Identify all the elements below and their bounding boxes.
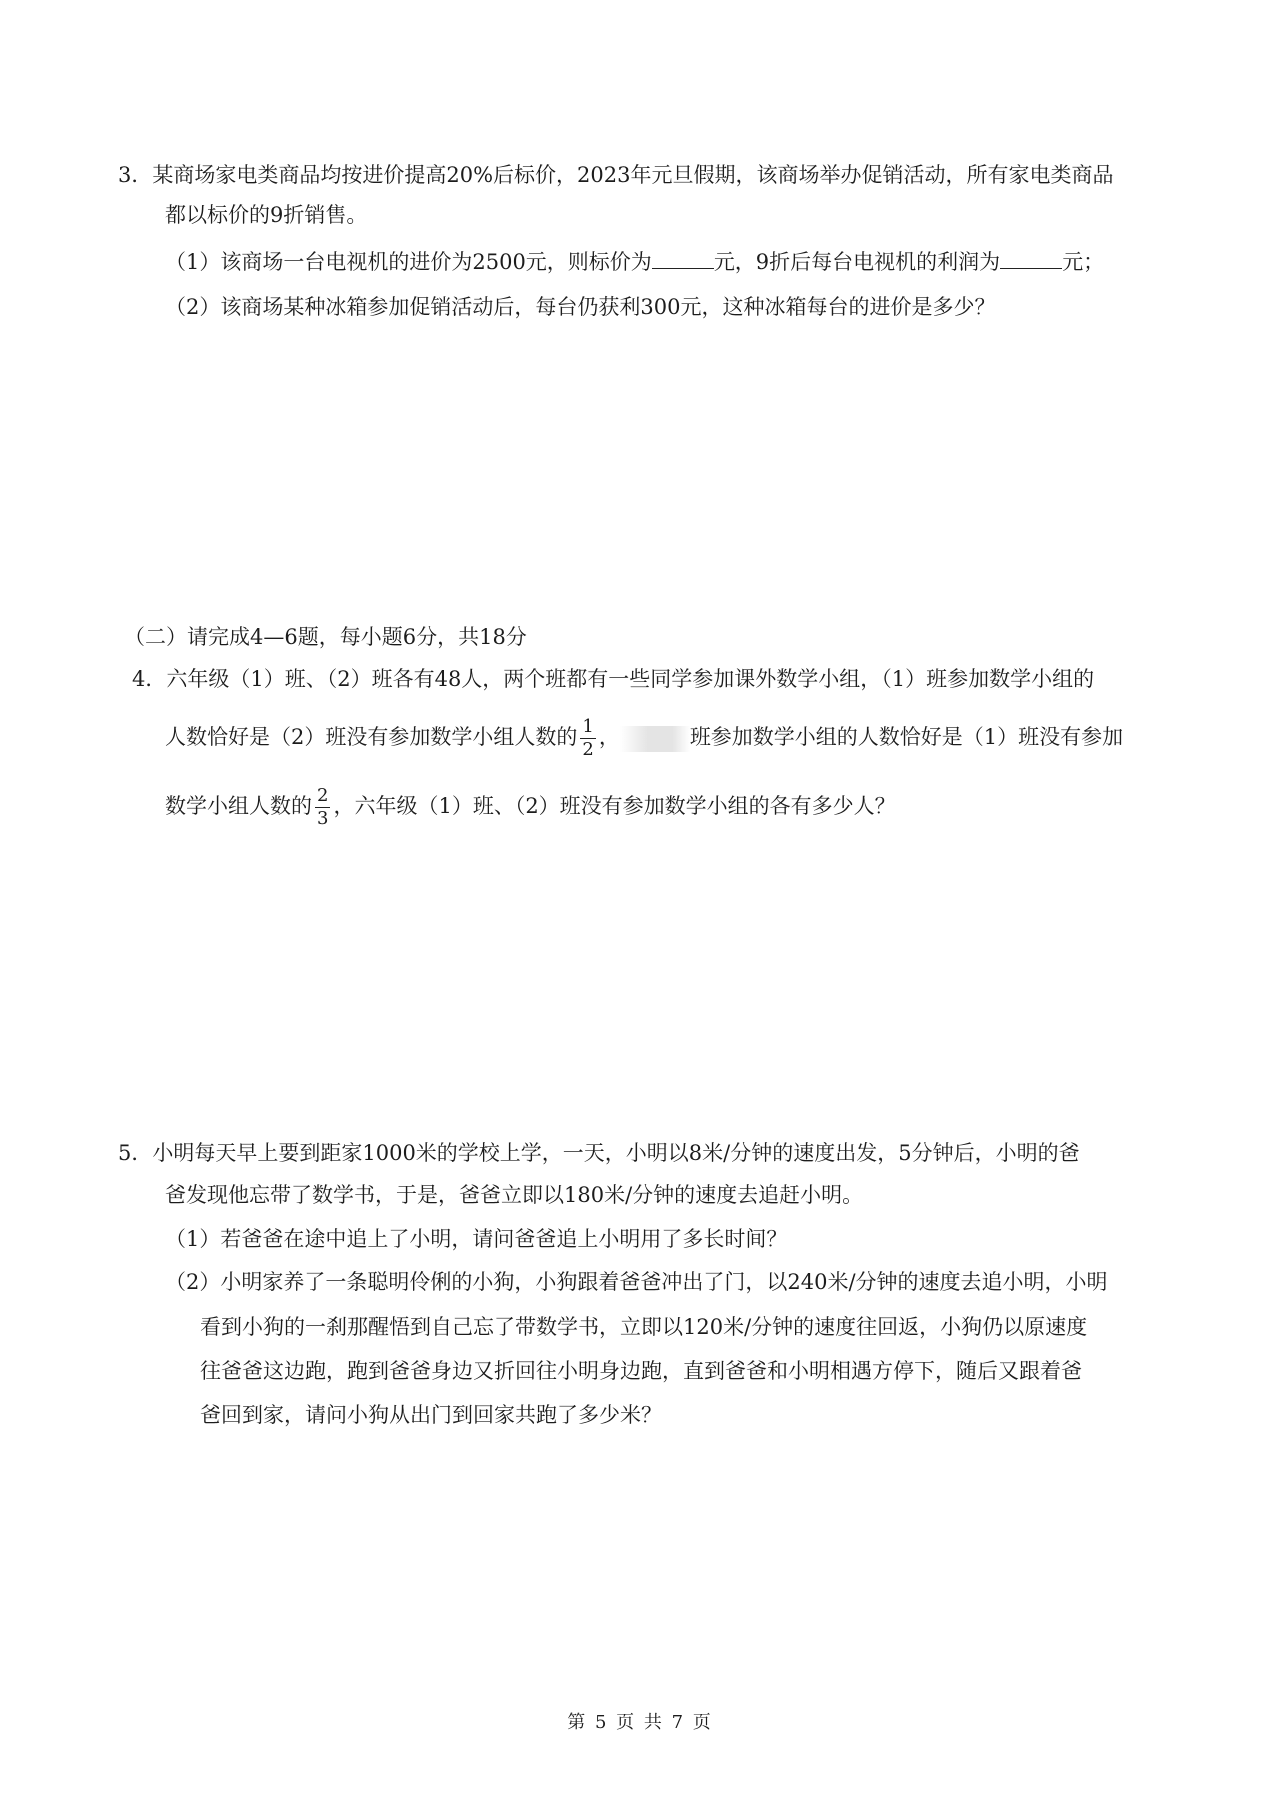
q4-line-3 (165, 785, 896, 830)
q4-line-2-part-a: 人数恰好是（2）班没有参加数学小组人数的 (165, 725, 578, 749)
q4-line-3-part-a: 数学小组人数的 (165, 794, 312, 818)
q3-line-1: 3．某商场家电类商品均按进价提高20%后标价，2023年元旦假期，该商场举办促销活动，所有家电类商品 (118, 163, 1114, 187)
q3-sub-1-part-b: 元，9折后每台电视机的利润为 (713, 250, 1001, 274)
q3-sub-1 (165, 246, 1104, 277)
q5-sub-2-line-2: 看到小狗的一刹那醒悟到自己忘了带数学书，立即以120米/分钟的速度往回返，小狗仍以原速度 (200, 1315, 1088, 1339)
section-2-header: （二）请完成4—6题，每小题6分，共18分 (124, 625, 527, 649)
fraction-numerator: 2 (317, 785, 329, 806)
page-number-footer: 第 5 页 共 7 页 (567, 1712, 713, 1733)
q5-line-1: 5．小明每天早上要到距家1000米的学校上学，一天，小明以8米/分钟的速度出发，5分钟后，小明的爸 (118, 1141, 1080, 1165)
fraction-two-thirds (315, 785, 330, 830)
answer-blank-2[interactable] (1000, 246, 1062, 269)
q4-line-2-part-b: ， (598, 725, 620, 749)
q5-line-2: 爸发现他忘带了数学书，于是，爸爸立即以180米/分钟的速度去追赶小明。 (165, 1183, 864, 1207)
fraction-denominator: 2 (582, 739, 594, 760)
q3-line-2: 都以标价的9折销售。 (165, 203, 368, 227)
q4-line-2-part-c: 班参加数学小组的人数恰好是（1）班没有参加 (689, 725, 1124, 749)
answer-blank-1[interactable] (652, 246, 714, 269)
q3-sub-1-part-c: 元； (1062, 250, 1105, 274)
fraction-denominator: 3 (317, 808, 329, 829)
q5-sub-2-line-1: （2）小明家养了一条聪明伶俐的小狗，小狗跟着爸爸冲出了门，以240米/分钟的速度去追小明，小明 (165, 1270, 1108, 1294)
q4-line-3-part-b: ，六年级（1）班、（2）班没有参加数学小组的各有多少人？ (333, 794, 896, 818)
q4-line-1: 4．六年级（1）班、（2）班各有48人，两个班都有一些同学参加课外数学小组，（1）班参加数学小组的 (132, 667, 1095, 691)
obscured-text-smudge (620, 726, 690, 752)
q5-sub-2-line-4: 爸回到家，请问小狗从出门到回家共跑了多少米？ (200, 1403, 662, 1427)
q5-sub-2-line-3: 往爸爸这边跑，跑到爸爸身边又折回往小明身边跑，直到爸爸和小明相遇方停下，随后又跟着爸 (200, 1359, 1082, 1383)
q3-sub-2: （2）该商场某种冰箱参加促销活动后，每台仍获利300元，这种冰箱每台的进价是多少？ (165, 295, 996, 319)
q3-sub-1-part-a: （1）该商场一台电视机的进价为2500元，则标价为 (165, 250, 652, 274)
fraction-one-half (580, 716, 595, 761)
q5-sub-1: （1）若爸爸在途中追上了小明，请问爸爸追上小明用了多长时间？ (165, 1227, 788, 1251)
fraction-numerator: 1 (582, 716, 594, 737)
q4-line-2 (165, 716, 1123, 761)
